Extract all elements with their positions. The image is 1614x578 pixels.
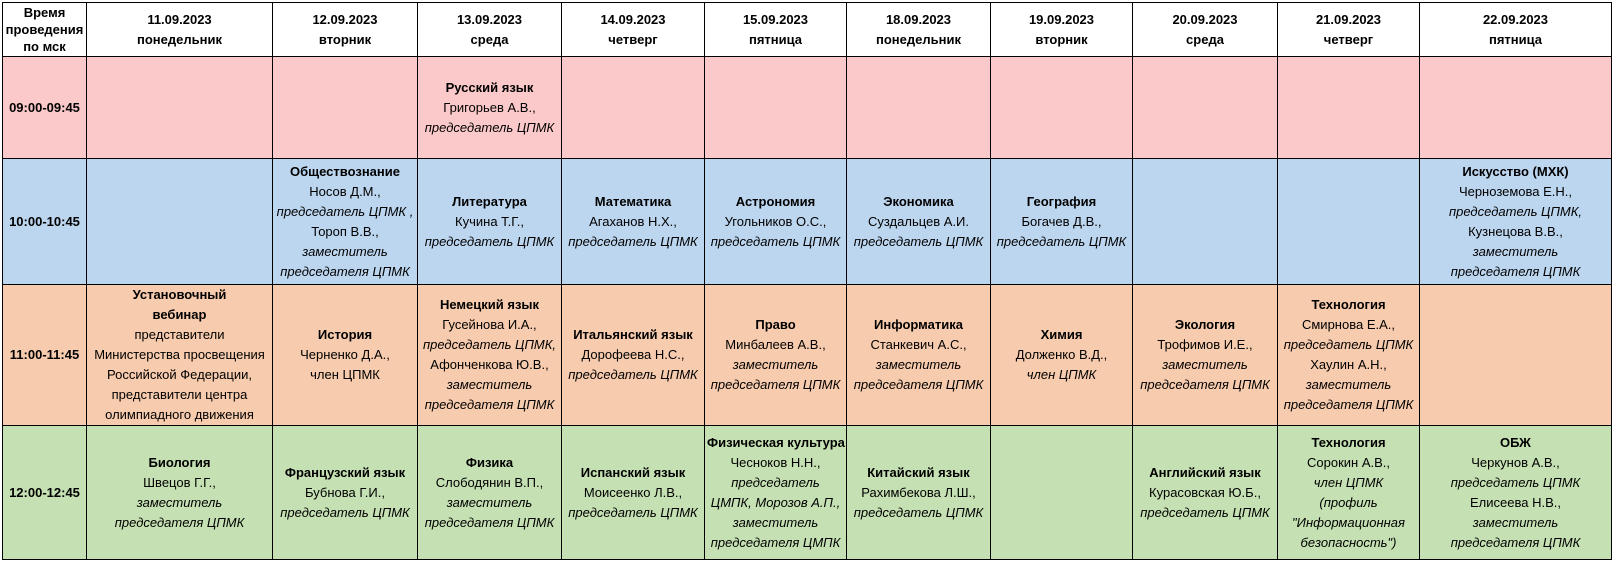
time-column-header [3,3,87,57]
empty-cell [847,57,991,159]
event-cell [1420,426,1612,560]
day-date: 22.09.2023 [1482,11,1549,27]
subject-name: Немецкий язык [439,297,540,312]
event-detail-line: председатель ЦПМК, [1448,203,1583,219]
day-date: 11.09.2023 [147,11,212,27]
event-detail-line: Носов Д.М., [309,183,381,199]
day-date: 14.09.2023 [600,11,666,27]
empty-cell [1133,57,1278,159]
event-detail-line: заместитель [875,357,962,372]
day-weekday: вторник [318,31,372,47]
empty-cell [991,57,1133,159]
event-detail-line: Кучина Т.Г., [455,213,524,229]
subject-name: Французский язык [284,464,406,480]
day-header [418,3,562,57]
event-cell [847,426,991,560]
day-header [562,3,705,57]
event-detail-line: заместитель [1162,357,1248,372]
empty-cell [1133,159,1278,285]
subject-name: ОБЖ [1500,434,1531,450]
subject-name: Итальянский язык [573,327,693,342]
event-cell [418,426,562,560]
empty-cell [1278,159,1420,285]
subject-name: Биология [148,454,211,470]
subject-name: Экономика [883,193,954,209]
empty-cell [1420,285,1612,426]
event-cell [1420,159,1612,285]
day-weekday: среда [470,31,509,47]
subject-name: Астрономия [735,193,816,209]
empty-cell [87,57,273,159]
subject-name: Физика [465,454,514,470]
subject-name: Обществознание [290,163,400,179]
event-detail-line: председателя ЦПМК [1450,534,1581,550]
subject-name: Информатика [874,317,963,332]
time-slot-row [3,57,1612,159]
event-detail-line: Моисеенко Л.В., [583,484,683,500]
event-detail-line: председателя ЦПМК [424,514,555,530]
subject-name: Технология [1311,297,1386,312]
event-cell [1278,426,1420,560]
event-detail-line: ЦМПК, Морозов А.П., [710,494,841,510]
event-detail-line: председателя ЦПМК [710,377,841,392]
day-date: 15.09.2023 [742,11,809,27]
event-detail-line: Слободянин В.П., [435,474,544,490]
subject-name: Установочный [132,287,227,302]
day-date: 19.09.2023 [1028,11,1095,27]
event-detail-line: председатель ЦПМК [568,367,698,382]
event-cell [418,285,562,426]
empty-cell [562,57,705,159]
day-header [1278,3,1420,57]
event-detail-line: председатель ЦПМК [853,504,984,520]
event-detail-line: председатель ЦПМК , [276,203,414,219]
event-detail-line: председатель ЦПМК, [422,337,557,352]
event-detail-line: Дорофеева Н.С., [581,347,685,362]
event-detail-line: председатель ЦПМК [424,233,555,249]
time-header-line: по мск [23,39,66,54]
subject-name: Английский язык [1149,464,1261,480]
event-detail-line: Минбалеев А.В., [725,337,826,352]
subject-name: Русский язык [445,79,534,95]
event-detail-line: председатель ЦПМК [424,119,555,135]
header-row [3,3,1612,57]
event-detail-line: заместитель [1305,377,1392,392]
empty-cell [273,57,418,159]
event-detail-line: Станкевич А.С., [870,337,967,352]
time-slot-cell: 10:00-10:45 [3,159,87,285]
event-detail-line: Российской Федерации, [107,367,252,382]
event-cell [847,159,991,285]
day-date: 13.09.2023 [456,11,523,27]
event-detail-line: Рахимбекова Л.Ш., [861,484,976,500]
event-detail-line: председатель ЦПМК [710,233,841,249]
event-detail-line: член ЦПМК [310,367,380,382]
event-cell [87,285,273,426]
event-detail-line: председатель ЦПМК [996,233,1127,249]
event-detail-line: председателя ЦПМК [280,263,410,279]
event-detail-line: Швецов Г.Г., [143,474,216,490]
event-detail-line: Смирнова Е.А., [1301,317,1395,332]
event-detail-line: Чесноков Н.Н., [730,454,821,470]
day-date: 18.09.2023 [885,11,952,27]
event-cell [418,159,562,285]
event-detail-line: Гусейнова И.А., [442,317,537,332]
event-cell [705,426,847,560]
event-cell [562,285,705,426]
empty-cell [87,159,273,285]
event-cell [273,159,418,285]
event-cell [991,159,1133,285]
subject-name: Экология [1174,317,1236,332]
event-detail-line: Угольников О.С., [724,213,827,229]
time-slot-cell: 12:00-12:45 [3,426,87,560]
empty-cell [705,57,847,159]
event-detail-line: заместитель [1472,243,1559,259]
event-detail-line: председатель ЦПМК [1283,337,1414,352]
time-slot-cell: 09:00-09:45 [3,57,87,159]
subject-name: Химия [1040,327,1083,342]
day-weekday: четверг [608,31,658,47]
event-detail-line: Черненко Д.А., [300,347,390,362]
event-detail-line: Суздальцев А.И. [867,213,970,229]
event-detail-line: член ЦПМК [1313,474,1384,490]
subject-name: Китайский язык [867,464,970,480]
event-detail-line: Хаулин А.Н., [1310,357,1387,372]
event-detail-line: член ЦПМК [1026,367,1097,382]
event-detail-line: председателя ЦПМК [853,377,984,392]
event-detail-line: председателя ЦМПК [710,534,841,550]
event-detail-line: Афонченкова Ю.В., [430,357,549,372]
event-detail-line: заместитель [1472,514,1559,530]
event-detail-line: Елисеева Н.В., [1470,494,1561,510]
event-detail-line: Черкунов А.В., [1471,454,1560,470]
subject-name: вебинар [152,307,207,322]
event-detail-line: председателя ЦПМК [424,397,555,412]
day-header [1133,3,1278,57]
event-detail-line: Бубнова Г.И., [305,484,385,500]
event-detail-line: Министерства просвещения [94,347,265,362]
empty-cell [1420,57,1612,159]
event-detail-line: заместитель [446,377,533,392]
day-weekday: вторник [1035,31,1088,47]
subject-name: Литература [452,193,527,209]
day-weekday: среда [1186,31,1224,47]
schedule-table [2,2,1612,560]
event-detail-line: Григорьев А.В., [443,99,536,115]
day-weekday: понедельник [137,31,222,47]
day-date: 12.09.2023 [312,11,378,27]
day-date: 21.09.2023 [1315,11,1382,27]
event-detail-line: Кузнецова В.В., [1468,223,1563,239]
event-detail-line: Трофимов И.Е., [1157,337,1253,352]
event-cell [1133,285,1278,426]
subject-name: Испанский язык [580,464,686,480]
event-cell [1278,285,1420,426]
event-detail-line: Тороп В.В., [311,223,379,239]
event-cell [847,285,991,426]
event-detail-line: Агаханов Н.Х., [589,213,677,229]
day-weekday: четверг [1323,31,1374,47]
event-detail-line: председателя ЦПМК [1140,377,1270,392]
event-detail-line: Богачев Д.В., [1021,213,1102,229]
time-slot-cell: 11:00-11:45 [3,285,87,426]
subject-name: История [317,327,373,342]
event-detail-line: председатель ЦПМК [568,233,698,249]
event-detail-line: заместитель [732,357,819,372]
day-date: 20.09.2023 [1172,11,1238,27]
subject-name: Физическая культура [707,434,845,450]
subject-name: География [1026,193,1097,209]
event-cell [705,159,847,285]
event-detail-line: заместитель [302,243,388,259]
event-detail-line: Долженко В.Д., [1015,347,1108,362]
day-header [273,3,418,57]
day-weekday: пятница [748,31,803,47]
time-header-line: проведения [5,22,84,37]
subject-name: Технология [1311,434,1386,450]
event-detail-line: олимпиадного движения [105,407,254,422]
time-slot-row [3,285,1612,426]
event-cell [562,426,705,560]
day-header [991,3,1133,57]
event-detail-line: Сорокин А.В., [1307,454,1390,470]
event-detail-line: "Информационная [1292,514,1405,530]
event-cell [87,426,273,560]
event-detail-line: представители центра [111,387,248,402]
day-header [705,3,847,57]
event-cell [273,426,418,560]
day-weekday: пятница [1488,31,1543,47]
event-cell [273,285,418,426]
time-header-line: Время [23,5,66,20]
day-header [1420,3,1612,57]
event-detail-line: Курасовская Ю.Б., [1149,484,1261,500]
event-detail-line: заместитель [732,514,819,530]
event-detail-line: председатель ЦПМК [568,504,698,520]
time-slot-row [3,159,1612,285]
event-detail-line: заместитель [446,494,533,510]
event-detail-line: председатель ЦПМК [280,504,410,520]
event-detail-line: председатель [731,474,820,490]
event-detail-line: представители [134,327,225,342]
event-detail-line: Черноземова Е.Н., [1458,183,1573,199]
event-detail-line: заместитель [136,494,223,510]
event-cell [418,57,562,159]
schedule-body [3,57,1612,560]
event-detail-line: безопасность") [1300,534,1397,550]
event-detail-line: председатель ЦПМК [853,233,984,249]
event-cell [991,285,1133,426]
event-detail-line: председатель ЦПМК [1450,474,1581,490]
event-cell [562,159,705,285]
subject-name: Право [755,317,796,332]
event-detail-line: председателя ЦПМК [1283,397,1414,412]
empty-cell [1278,57,1420,159]
empty-cell [991,426,1133,560]
subject-name: Искусство (МХК) [1462,163,1569,179]
day-weekday: понедельник [876,31,961,47]
event-detail-line: председатель ЦПМК [1140,504,1270,520]
event-cell [1133,426,1278,560]
time-slot-row [3,426,1612,560]
day-header [87,3,273,57]
subject-name: Математика [594,193,672,209]
event-detail-line: (профиль [1319,494,1378,510]
day-header [847,3,991,57]
event-detail-line: председателя ЦПМК [114,514,245,530]
event-cell [705,285,847,426]
event-detail-line: председателя ЦПМК [1450,263,1581,279]
